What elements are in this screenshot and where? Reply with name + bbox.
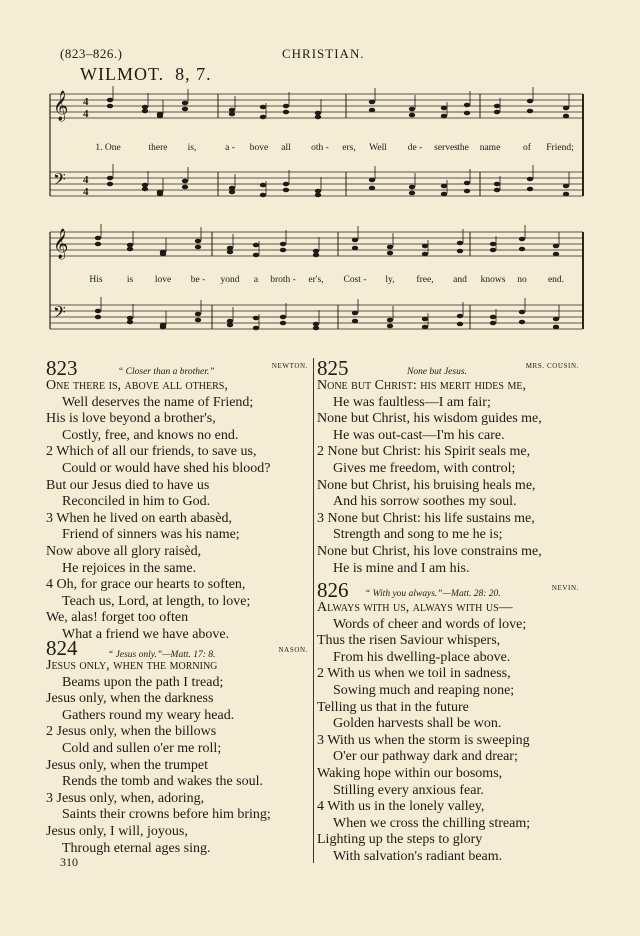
lyric-syllable: Friend; <box>546 143 574 153</box>
verse-line: Reconciled in him to God. <box>62 494 211 510</box>
bass-note <box>490 321 496 326</box>
bass-note <box>142 187 148 192</box>
treble-note <box>387 245 393 250</box>
treble-note <box>490 242 496 247</box>
treble-note <box>142 105 148 110</box>
hymn-825 <box>317 358 579 577</box>
verse-line: Strength and song to me he is; <box>333 527 503 543</box>
page-number: 310 <box>60 855 78 869</box>
bass-note <box>315 193 321 198</box>
verse-line: Thus the risen Saviour whispers, <box>317 633 501 649</box>
verse-line: 2 Which of all our friends, to save us, <box>46 444 257 460</box>
bass-note <box>369 178 375 183</box>
bass-note <box>127 320 133 325</box>
section-title: CHRISTIAN. <box>282 46 365 61</box>
bass-note <box>95 315 101 320</box>
treble-note <box>107 98 113 103</box>
treble-note <box>387 251 393 256</box>
lyric-syllable: Cost - <box>343 275 367 285</box>
lyric-syllable: free, <box>416 275 434 285</box>
verse-line: Sowing much and reaping none; <box>333 682 515 698</box>
verse-line: 4 Oh, for grace our hearts to soften, <box>46 577 246 593</box>
lyric-syllable: the <box>457 143 469 153</box>
lyric-syllable: ly, <box>385 275 395 285</box>
verse-line: Words of cheer and words of love; <box>333 616 527 632</box>
treble-note <box>195 245 201 250</box>
bass-note <box>182 185 188 190</box>
hymn-number: 824 <box>46 636 78 660</box>
treble-note <box>227 246 233 251</box>
bass-note <box>464 181 470 186</box>
bass-note <box>229 190 235 195</box>
verse-line: One there is, above all others, <box>46 378 228 393</box>
bass-note <box>260 183 266 188</box>
verse-line: Lighting up the steps to glory <box>317 832 483 848</box>
bass-note <box>464 189 470 194</box>
treble-note <box>315 115 321 120</box>
treble-note <box>313 253 319 258</box>
bass-note <box>160 325 166 330</box>
bass-note <box>157 192 163 197</box>
treble-note <box>553 252 559 257</box>
tune-meter: 8, 7. <box>175 64 212 84</box>
verse-line: Jesus only, when the trumpet <box>46 757 209 773</box>
verse-line: Gathers round my weary head. <box>62 707 235 723</box>
hymn-number: 826 <box>317 578 349 602</box>
treble-note <box>563 106 569 111</box>
hymn-number: 823 <box>46 356 78 380</box>
treble-note <box>280 242 286 247</box>
lyric-syllable: His <box>89 275 103 285</box>
verse-line: 3 None but Christ: his life sustains me, <box>317 510 535 526</box>
verse-line: Rends the tomb and wakes the soul. <box>62 774 264 790</box>
hymn-author: NEWTON. <box>271 362 308 370</box>
column-divider <box>313 358 314 863</box>
treble-note <box>563 114 569 119</box>
lyric-syllable: oth - <box>311 143 329 153</box>
treble-note <box>227 250 233 255</box>
hymn-reference: “ Jesus only.”—Matt. 17: 8. <box>108 650 216 660</box>
treble-note <box>182 101 188 106</box>
hymn-text <box>46 658 308 857</box>
treble-note <box>352 246 358 251</box>
verse-line: None but Christ, his bruising heals me, <box>317 477 536 493</box>
lyric-syllable: and <box>453 275 467 285</box>
bass-note <box>253 326 259 331</box>
treble-note <box>441 106 447 111</box>
bass-note <box>313 322 319 327</box>
verse-line: Always with us, always with us— <box>317 600 513 615</box>
bass-note <box>195 312 201 317</box>
bass-note <box>142 183 148 188</box>
bass-note <box>182 179 188 184</box>
treble-note <box>283 104 289 109</box>
lyric-syllable: serves <box>434 143 458 153</box>
bass-note <box>494 182 500 187</box>
lyric-syllable: there <box>148 143 168 153</box>
verse-line: Telling us that in the future <box>317 699 469 715</box>
bass-note <box>229 186 235 191</box>
verse-line: With salvation's radiant beam. <box>333 848 503 864</box>
treble-note <box>313 249 319 254</box>
bass-note <box>409 191 415 196</box>
bass-note <box>195 318 201 323</box>
bass-note <box>553 317 559 322</box>
bass-note <box>527 177 533 182</box>
bass-note <box>315 189 321 194</box>
lyric-syllable: Well <box>369 143 387 153</box>
treble-note <box>527 109 533 114</box>
treble-note <box>195 239 201 244</box>
treble-note <box>229 108 235 113</box>
lyric-syllable: love <box>154 275 172 285</box>
bass-note <box>457 314 463 319</box>
verse-line: What a friend we have above. <box>62 626 230 642</box>
verse-line: 3 When he lived on earth abasèd, <box>46 510 232 526</box>
bass-note <box>422 325 428 330</box>
treble-note <box>464 103 470 108</box>
bass-note <box>227 319 233 324</box>
hymn-text <box>46 378 308 644</box>
bass-note <box>387 318 393 323</box>
treble-note <box>315 111 321 116</box>
bass-note <box>227 323 233 328</box>
treble-clef-icon: 𝄞 <box>53 229 69 259</box>
verse-line: Through eternal ages sing. <box>62 840 211 856</box>
bass-note <box>387 324 393 329</box>
bass-clef-icon: 𝄢 <box>53 302 66 326</box>
treble-note <box>283 110 289 115</box>
verse-line: But our Jesus died to have us <box>46 477 210 493</box>
verse-line: None but Christ: his merit hides me, <box>317 378 526 393</box>
verse-line: Well deserves the name of Friend; <box>62 394 254 410</box>
verse-line: Golden harvests shall be won. <box>333 716 502 732</box>
lyric-syllable: is, <box>187 143 197 153</box>
treble-note <box>95 242 101 247</box>
verse-line: Gives me freedom, with control; <box>333 460 516 476</box>
treble-note <box>409 107 415 112</box>
bass-note <box>422 317 428 322</box>
bass-note <box>563 192 569 197</box>
hymn-author: NEVIN. <box>551 584 579 592</box>
treble-clef-icon: 𝄞 <box>53 91 69 121</box>
verse-line: 3 With us when the storm is sweeping <box>317 732 530 748</box>
bass-note <box>127 316 133 321</box>
verse-line: 2 Jesus only, when the billows <box>46 724 217 740</box>
verse-line: He was out-cast—I'm his care. <box>333 427 505 443</box>
treble-note <box>253 253 259 258</box>
time-signature-top: 4 <box>83 96 89 108</box>
lyric-syllable: ers, <box>342 143 356 153</box>
verse-line: Teach us, Lord, at length, to love; <box>62 593 251 609</box>
verse-line: 3 Jesus only, when, adoring, <box>46 790 205 806</box>
hymn-author: MRS. COUSIN. <box>525 362 579 370</box>
verse-line: When we cross the chilling stream; <box>333 815 531 831</box>
bass-note <box>352 311 358 316</box>
treble-note <box>260 115 266 120</box>
hymn-826 <box>317 580 579 866</box>
verse-line: O'er our pathway dark and drear; <box>333 749 518 765</box>
lyric-syllable: end. <box>547 275 565 285</box>
hymn-author: NASON. <box>278 646 308 654</box>
bass-note <box>494 188 500 193</box>
treble-note <box>422 244 428 249</box>
treble-note <box>280 248 286 253</box>
treble-note <box>369 100 375 105</box>
verse-line: Beams upon the path I tread; <box>62 674 224 690</box>
treble-note <box>352 238 358 243</box>
verse-line: From his dwelling-place above. <box>333 649 511 665</box>
bass-note <box>260 193 266 198</box>
bass-note <box>409 185 415 190</box>
lyric-syllable: er's, <box>308 275 324 285</box>
treble-note <box>229 112 235 117</box>
hymn-823 <box>46 358 308 644</box>
verse-line: Now above all glory raisèd, <box>46 543 202 559</box>
treble-note <box>464 111 470 116</box>
treble-note <box>182 107 188 112</box>
verse-line: Jesus only, when the morning <box>46 658 218 673</box>
bass-note <box>283 188 289 193</box>
bass-note <box>490 315 496 320</box>
treble-note <box>441 114 447 119</box>
time-signature-bottom: 4 <box>83 186 89 198</box>
time-signature-bottom: 4 <box>83 108 89 120</box>
bass-note <box>527 187 533 192</box>
verse-line: Saints their crowns before him bring; <box>62 807 271 823</box>
bass-note <box>253 316 259 321</box>
treble-note <box>553 244 559 249</box>
treble-note <box>369 108 375 113</box>
time-signature-top: 4 <box>83 174 89 186</box>
treble-note <box>160 252 166 257</box>
bass-note <box>457 322 463 327</box>
treble-note <box>457 241 463 246</box>
hymn-reference: “ Closer than a brother.” <box>118 367 215 377</box>
bass-note <box>563 184 569 189</box>
verse-line: We, alas! forget too often <box>46 610 189 626</box>
verse-line: None but Christ, his wisdom guides me, <box>317 411 542 427</box>
bass-note <box>107 176 113 181</box>
treble-note <box>519 237 525 242</box>
bass-note <box>280 315 286 320</box>
lyric-syllable: broth - <box>270 275 296 285</box>
treble-note <box>409 113 415 118</box>
lyric-syllable: be - <box>190 275 206 285</box>
bass-note <box>441 184 447 189</box>
lyric-syllable: is <box>126 275 134 285</box>
lyric-syllable: a - <box>225 143 235 153</box>
hymn-824 <box>46 638 308 857</box>
lyric-syllable: de - <box>407 143 423 153</box>
bass-note <box>280 321 286 326</box>
verse-line: 4 With us in the lonely valley, <box>317 799 485 815</box>
bass-note <box>369 186 375 191</box>
bass-note <box>283 182 289 187</box>
bass-note <box>352 319 358 324</box>
verse-line: And his sorrow soothes my soul. <box>333 494 517 510</box>
bass-note <box>519 320 525 325</box>
lyric-syllable: bove <box>249 143 269 153</box>
lyric-syllable: a <box>253 275 259 285</box>
verse-line: He is mine and I am his. <box>333 560 470 576</box>
verse-line: Stilling every anxious fear. <box>333 782 484 798</box>
verse-line: 2 None but Christ: his Spirit seals me, <box>317 444 531 460</box>
verse-line: Could or would have shed his blood? <box>62 460 271 476</box>
verse-line: He rejoices in the same. <box>62 560 197 576</box>
verse-line: 2 With us when we toil in sadness, <box>317 666 511 682</box>
lyric-syllable: knows <box>480 275 506 285</box>
treble-note <box>519 247 525 252</box>
treble-note <box>127 243 133 248</box>
hymn-text <box>317 600 579 866</box>
treble-note <box>260 105 266 110</box>
verse-line: Jesus only, I will, joyous, <box>46 823 188 839</box>
bass-note <box>441 192 447 197</box>
hymn-reference: None but Jesus. <box>407 367 467 377</box>
verse-line: His is love beyond a brother's, <box>46 411 216 427</box>
treble-note <box>157 114 163 119</box>
verse-line: Cold and sullen o'er me roll; <box>62 740 222 756</box>
treble-note <box>95 236 101 241</box>
lyric-syllable: 1. One <box>95 143 121 153</box>
treble-note <box>527 99 533 104</box>
lyric-syllable: yond <box>220 275 240 285</box>
lyric-syllable: of <box>523 143 531 153</box>
treble-note <box>494 104 500 109</box>
tune-name: WILMOT. <box>80 64 165 84</box>
verse-line: Friend of sinners was his name; <box>62 527 240 543</box>
treble-note <box>494 110 500 115</box>
bass-note <box>107 182 113 187</box>
lyric-syllable: name <box>479 143 501 153</box>
page-range: (823–826.) <box>60 46 123 61</box>
bass-note <box>95 309 101 314</box>
bass-note <box>519 310 525 315</box>
bass-clef-icon: 𝄢 <box>53 169 66 193</box>
lyric-syllable: all <box>281 143 291 153</box>
treble-note <box>490 248 496 253</box>
treble-note <box>422 252 428 257</box>
treble-note <box>457 249 463 254</box>
verse-line: He was faultless—I am fair; <box>333 394 491 410</box>
verse-line: Costly, free, and knows no end. <box>62 427 239 443</box>
treble-note <box>142 109 148 114</box>
treble-note <box>127 247 133 252</box>
bass-note <box>313 326 319 331</box>
treble-note <box>107 104 113 109</box>
music-score <box>0 0 640 345</box>
hymn-number: 825 <box>317 356 349 380</box>
hymn-reference: “ With you always.”—Matt. 28: 20. <box>365 589 501 599</box>
lyric-syllable: no <box>517 275 527 285</box>
treble-note <box>253 243 259 248</box>
verse-line: Waking hope within our bosoms, <box>317 765 503 781</box>
verse-line: None but Christ, his love constrains me, <box>317 543 542 559</box>
bass-note <box>553 325 559 330</box>
hymn-text <box>317 378 579 577</box>
verse-line: Jesus only, when the darkness <box>46 691 214 707</box>
